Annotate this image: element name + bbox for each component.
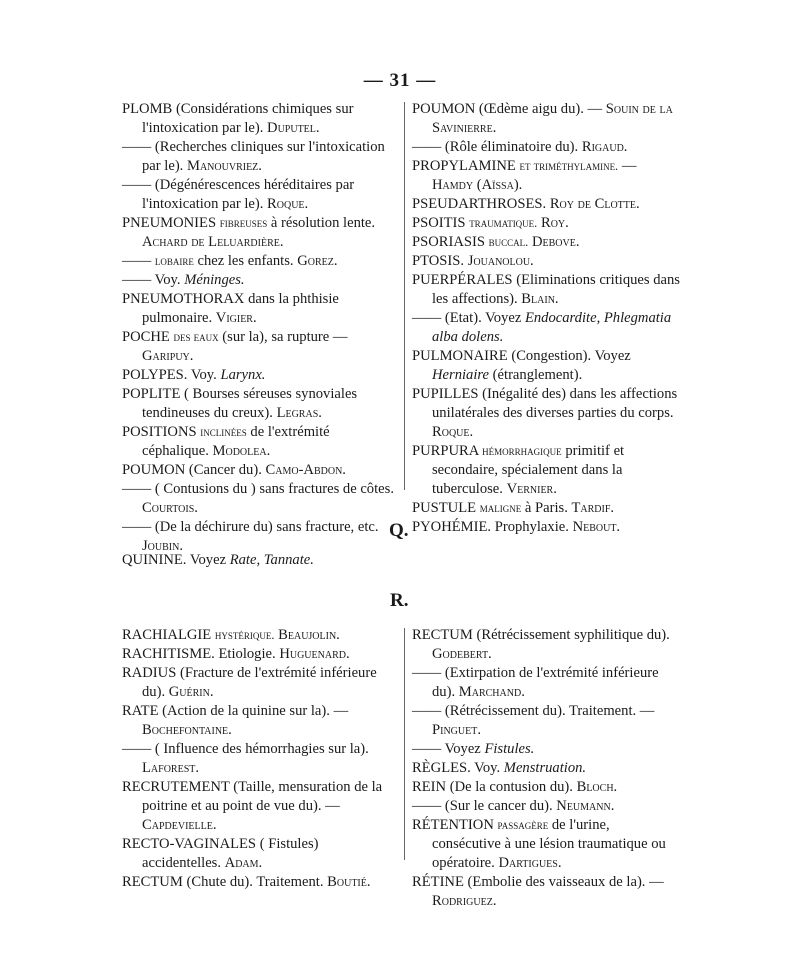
entry-text: (Rétrécissement syphilitique du). — [476, 627, 670, 643]
entry-headword: —— — [122, 253, 152, 269]
entry-author: Garipuy. — [142, 348, 194, 364]
entry-headword: —— — [412, 703, 442, 719]
entry-text: ( Bourses séreuses synoviales tendineuses du creux). — [142, 386, 358, 421]
entry-qualifier: des eaux — [173, 330, 219, 344]
entry-author: Jouanolou. — [467, 253, 534, 269]
entry-author: Laforest. — [142, 760, 200, 776]
entry-author: Achard de Leluardière. — [142, 234, 284, 250]
entry-headword: RÉTENTION — [412, 817, 494, 833]
entry-author: Gorez. — [297, 253, 338, 269]
index-entry — [122, 214, 394, 252]
entry-headword: —— — [122, 481, 152, 497]
entry-headword: RACHITISME. — [122, 646, 215, 662]
entry-author: Joubin. — [142, 538, 183, 554]
entry-headword: RECTUM — [122, 874, 183, 890]
entry-text: dans la phthisie pulmonaire. — [142, 291, 339, 326]
entry-qualifier: hystérique. — [214, 628, 275, 642]
index-entry — [412, 664, 680, 702]
entry-headword: PUERPÉRALES — [412, 272, 513, 288]
entry-author: Modolea. — [212, 443, 271, 459]
index-entry — [122, 423, 394, 461]
entry-headword: POUMON — [412, 101, 476, 117]
index-entry — [412, 214, 680, 233]
entry-headword: —— — [122, 177, 152, 193]
index-entry — [122, 702, 394, 740]
entry-author: Rigaud. — [581, 139, 628, 155]
entry-qualifier: lobaire — [154, 254, 194, 268]
entry-headword: PULMONAIRE — [412, 348, 508, 364]
entry-author: Huguenard. — [279, 646, 350, 662]
entry-author: Blain. — [521, 291, 559, 307]
index-entry — [122, 740, 394, 778]
entry-author: Vernier. — [506, 481, 557, 497]
entry-author: Dartigues. — [498, 855, 562, 871]
entry-text: à résolution lente. — [270, 215, 376, 231]
entry-text: de l'extrémité céphalique. — [142, 424, 330, 459]
entry-headword: POCHE — [122, 329, 170, 345]
index-entry — [412, 778, 680, 797]
entry-author: Roque. — [267, 196, 309, 212]
entry-text: chez les enfants. — [197, 253, 294, 269]
entry-headword: PSORIASIS — [412, 234, 485, 250]
entry-headword: —— — [122, 272, 152, 288]
index-entry — [412, 100, 680, 138]
entry-text: Voy. — [190, 367, 217, 383]
entry-headword: POLYPES. — [122, 367, 188, 383]
index-entry — [412, 271, 680, 309]
section-letter-r: R. — [390, 590, 409, 611]
entry-author: Camo-Abdon. — [265, 462, 346, 478]
index-entry — [412, 385, 680, 442]
index-entry — [122, 100, 394, 138]
index-entry — [412, 195, 680, 214]
entry-headword: —— — [412, 665, 442, 681]
entry-author: Boutié. — [327, 874, 371, 890]
index-entry — [122, 835, 394, 873]
entry-headword: POUMON — [122, 462, 186, 478]
entry-text: (Action de la quinine sur la). — — [162, 703, 349, 719]
entry-author: Roque. — [432, 424, 474, 440]
index-entry — [122, 873, 394, 892]
entry-text: ( Influence des hémorrhagies sur la). — [154, 741, 369, 757]
entry-author: Vigier. — [215, 310, 257, 326]
entry-text: — — [621, 158, 637, 174]
entry-text: (Dégénérescences héréditaires par l'intoxication par le). — [142, 177, 355, 212]
entry-qualifier: passagère — [497, 818, 549, 832]
index-entry — [412, 873, 680, 911]
entry-reference: Méninges. — [184, 272, 245, 288]
entry-text: primitif et secondaire, spécialement dans la tuberculose. — [432, 443, 625, 497]
entry-author: Godebert. — [432, 646, 492, 662]
entry-headword: PTOSIS. — [412, 253, 465, 269]
entry-author: Beaujolin. — [278, 627, 340, 643]
page-number: — 31 — — [363, 70, 437, 91]
column-divider-top — [404, 102, 405, 490]
entry-author: Adam. — [224, 855, 263, 871]
index-entry — [412, 626, 680, 664]
index-entry — [122, 385, 394, 423]
column-top-left — [122, 100, 394, 556]
entry-text: (Recherches cliniques sur l'intoxication par le). — [142, 139, 385, 174]
index-entry — [122, 480, 394, 518]
entry-text: (Cancer du). — [188, 462, 262, 478]
index-entry — [412, 347, 680, 385]
entry-author: Nebout. — [572, 519, 621, 535]
entry-headword: —— — [412, 798, 442, 814]
index-entry — [122, 461, 394, 480]
entry-text: (Fracture de l'extrémité inférieure du). — [142, 665, 377, 700]
index-entry — [412, 740, 680, 759]
index-entry — [412, 309, 680, 347]
entry-text: à Paris. — [524, 500, 568, 516]
entry-author: Bochefontaine. — [142, 722, 232, 738]
entry-text: (Inégalité des) dans les affections unilatérales des diverses parties du corps. — [432, 386, 678, 421]
entry-headword: RECTO-VAGINALES — [122, 836, 257, 852]
entry-reference: Menstruation. — [503, 760, 587, 776]
entry-author: Hamdy (Aïssa). — [432, 177, 523, 193]
entry-headword: PNEUMOTHORAX — [122, 291, 245, 307]
index-entry — [122, 778, 394, 835]
index-entry — [412, 499, 680, 518]
index-entry — [122, 664, 394, 702]
entry-headword: PUSTULE — [412, 500, 477, 516]
entry-text: (Sur le cancer du). — [444, 798, 553, 814]
entry-text: (Extirpation de l'extrémité inférieure du). — [432, 665, 659, 700]
entry-headword: RÉTINE — [412, 874, 464, 890]
entry-text: Voy. — [154, 272, 181, 288]
entry-headword: REIN — [412, 779, 447, 795]
section-letter-q: Q. — [389, 520, 409, 541]
entry-headword: PYOHÉMIE. — [412, 519, 492, 535]
index-entry — [122, 626, 394, 645]
entry-reference: Endocardite, Phlegmatia alba dolens. — [432, 310, 672, 345]
index-entry — [412, 442, 680, 499]
entry-author: Marchand. — [458, 684, 525, 700]
entry-text: (Considérations chimiques sur l'intoxication par le). — [142, 101, 354, 136]
entry-headword: QUININE. — [122, 552, 187, 568]
entry-headword: —— — [122, 139, 152, 155]
index-entry — [122, 138, 394, 176]
entry-text: Prophylaxie. — [494, 519, 569, 535]
entry-text: ( Fistules) accidentelles. — [142, 836, 319, 871]
index-entry — [122, 551, 394, 570]
entry-headword: RECTUM — [412, 627, 473, 643]
column-bottom-left — [122, 626, 394, 892]
entry-headword: —— — [122, 519, 152, 535]
column-top-right — [412, 100, 680, 537]
entry-text: (Congestion). Voyez — [511, 348, 631, 364]
index-entry — [412, 759, 680, 778]
entry-qualifier: traumatique. — [469, 216, 538, 230]
entry-author: Duputel. — [267, 120, 320, 136]
entry-text: Voy. — [474, 760, 501, 776]
entry-author: Souin de la Savinierre. — [432, 101, 673, 136]
entry-headword: POPLITE — [122, 386, 181, 402]
entry-author: Debove. — [531, 234, 580, 250]
entry-text: (Eliminations critiques dans les affections). — [432, 272, 680, 307]
entry-text: Etiologie. — [218, 646, 276, 662]
entry-qualifier: et triméthylamine. — [519, 159, 619, 173]
entry-author: Tardif. — [571, 500, 615, 516]
entry-headword: RADIUS — [122, 665, 177, 681]
entry-text: Voyez — [444, 741, 481, 757]
entry-reference: Fistules. — [484, 741, 535, 757]
entry-author: Courtois. — [142, 500, 198, 516]
index-entry — [412, 138, 680, 157]
entry-author: Roy de Clotte. — [549, 196, 640, 212]
index-entry — [122, 645, 394, 664]
column-divider-bottom — [404, 628, 405, 860]
entry-headword: PURPURA — [412, 443, 479, 459]
section-q-entries — [122, 551, 394, 570]
entry-headword: —— — [412, 310, 442, 326]
entry-text: (De la déchirure du) sans fracture, etc. — [154, 519, 379, 535]
entry-text: Voyez — [189, 552, 227, 568]
entry-text: (Rôle éliminatoire du). — [444, 139, 579, 155]
entry-text: (étranglement). — [492, 367, 583, 383]
column-bottom-right — [412, 626, 680, 911]
entry-author: Legras. — [276, 405, 322, 421]
entry-author: Bloch. — [576, 779, 618, 795]
entry-qualifier: inclinées — [200, 425, 247, 439]
entry-text: (De la contusion du). — [449, 779, 573, 795]
entry-reference: Rate, Tannate. — [229, 552, 314, 568]
index-entry — [122, 290, 394, 328]
index-entry — [122, 252, 394, 271]
entry-text: (Embolie des vaisseaux de la). — — [467, 874, 664, 890]
entry-headword: PUPILLES — [412, 386, 479, 402]
index-entry — [412, 702, 680, 740]
entry-reference: Larynx. — [220, 367, 266, 383]
entry-qualifier: hémorrhagique — [482, 444, 562, 458]
index-entry — [412, 518, 680, 537]
entry-headword: PNEUMONIES — [122, 215, 217, 231]
entry-text: de l'urine, consécutive à une lésion traumatique ou opératoire. — [432, 817, 666, 871]
entry-headword: RECRUTEMENT — [122, 779, 230, 795]
entry-headword: —— — [412, 741, 442, 757]
entry-headword: PSEUDARTHROSES. — [412, 196, 547, 212]
entry-author: Capdevielle. — [142, 817, 217, 833]
entry-headword: —— — [412, 139, 442, 155]
entry-headword: RACHIALGIE — [122, 627, 212, 643]
entry-text: (sur la), sa rupture — — [222, 329, 348, 345]
entry-author: Pinguet. — [432, 722, 481, 738]
entry-qualifier: buccal. — [488, 235, 529, 249]
index-entry — [122, 176, 394, 214]
entry-qualifier: fibreuses — [219, 216, 268, 230]
entry-reference: Herniaire — [432, 367, 490, 383]
index-entry — [412, 797, 680, 816]
entry-author: Roy. — [540, 215, 569, 231]
index-entry — [412, 233, 680, 252]
entry-author: Rodriguez. — [432, 893, 497, 909]
entry-headword: PLOMB — [122, 101, 173, 117]
entry-text: ( Contusions du ) sans fractures de côtes. — [154, 481, 394, 497]
entry-headword: RATE — [122, 703, 159, 719]
entry-author: Neumann. — [556, 798, 615, 814]
entry-headword: —— — [122, 741, 152, 757]
entry-headword: PROPYLAMINE — [412, 158, 516, 174]
index-entry — [412, 157, 680, 195]
entry-text: (Rétrécissement du). Traitement. — — [444, 703, 655, 719]
entry-qualifier: maligne — [479, 501, 522, 515]
index-entry — [122, 328, 394, 366]
entry-text: (Œdème aigu du). — — [478, 101, 603, 117]
index-entry — [122, 271, 394, 290]
entry-headword: POSITIONS — [122, 424, 197, 440]
entry-text: (Chute du). Traitement. — [186, 874, 324, 890]
entry-text: (Etat). Voyez — [444, 310, 522, 326]
index-entry — [412, 252, 680, 271]
index-entry — [412, 816, 680, 873]
entry-author: Manouvriez. — [186, 158, 262, 174]
entry-headword: RÈGLES. — [412, 760, 471, 776]
entry-text: (Taille, mensuration de la poitrine et au point de vue du). — — [142, 779, 383, 814]
index-entry — [122, 366, 394, 385]
entry-headword: PSOITIS — [412, 215, 466, 231]
entry-author: Guérin. — [168, 684, 214, 700]
